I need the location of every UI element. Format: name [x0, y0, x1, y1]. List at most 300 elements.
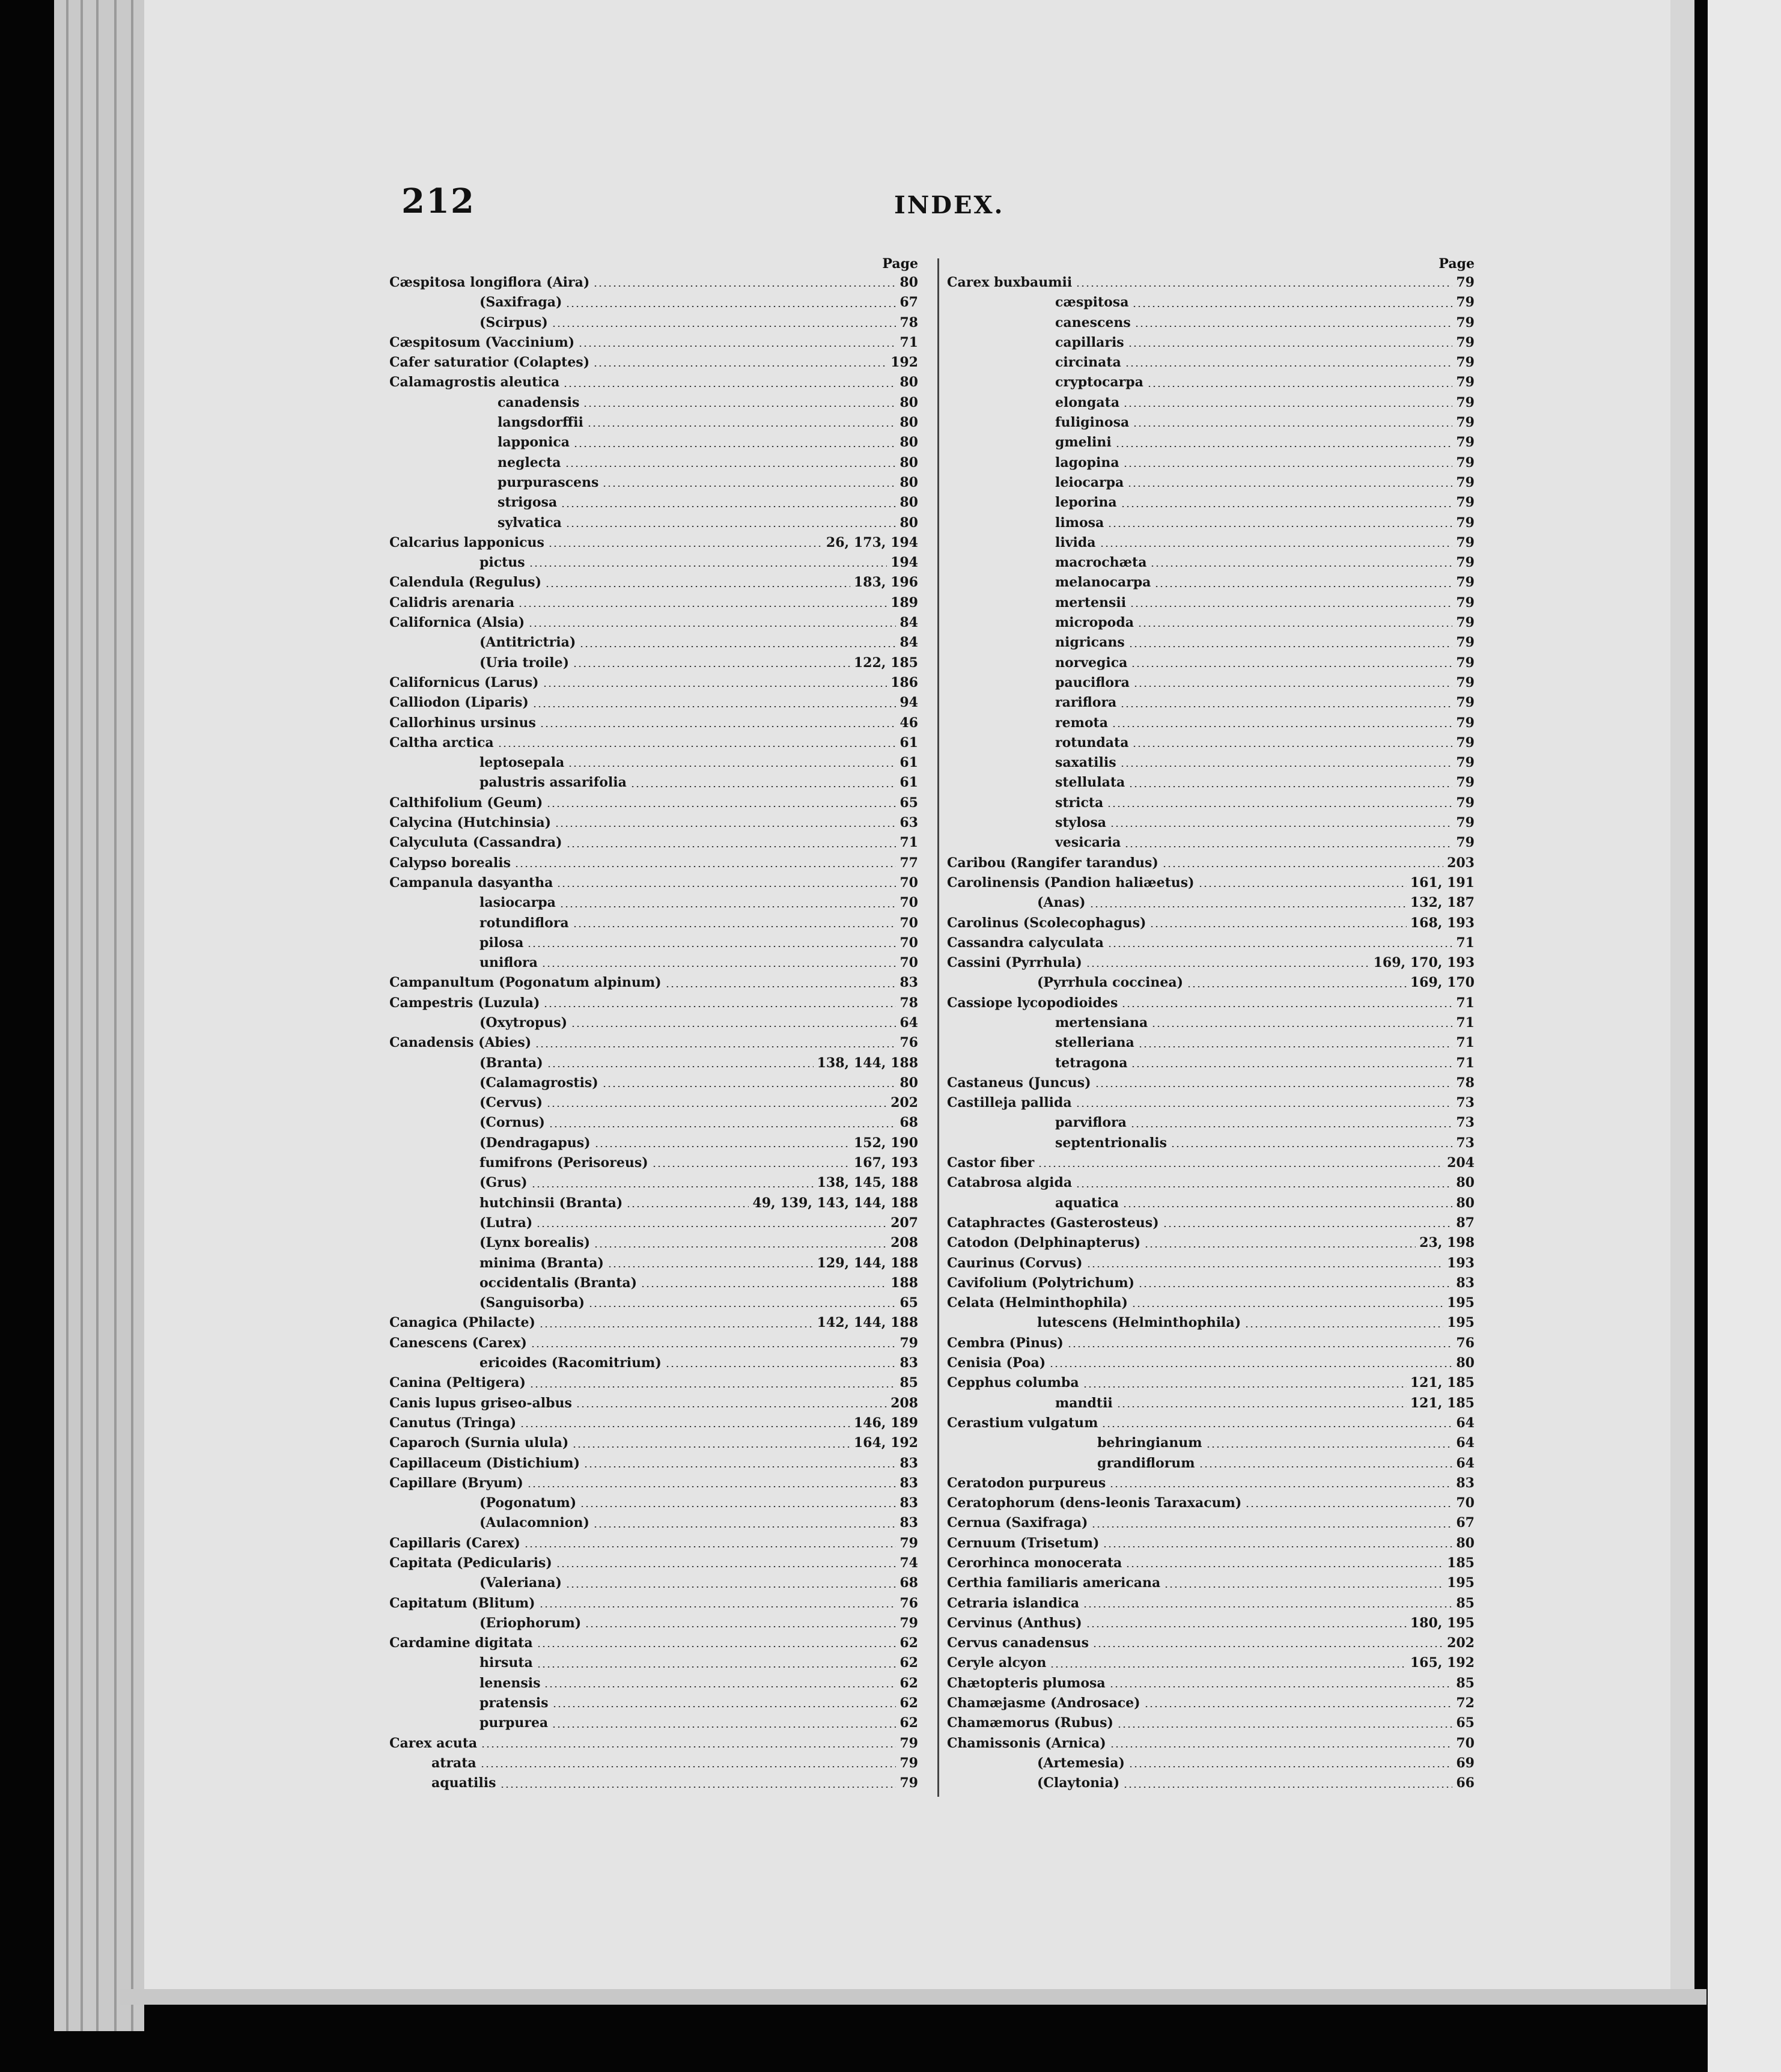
entry-page-refs: 79	[1456, 495, 1475, 511]
entry-term: palustris assarifolia	[480, 775, 627, 791]
entry-page-refs: 64	[900, 1014, 918, 1031]
index-entry	[947, 1313, 1475, 1333]
leader-dots	[630, 786, 897, 787]
leader-dots	[565, 1586, 896, 1588]
entry-page-refs: 80	[900, 415, 918, 431]
leader-dots	[1086, 1626, 1407, 1627]
leader-dots	[540, 726, 897, 727]
entry-page-refs: 169, 170	[1410, 975, 1475, 991]
entry-page-refs: 80	[900, 454, 918, 471]
entry-page-refs: 72	[1456, 1695, 1475, 1711]
index-entry	[947, 333, 1475, 353]
index-entry	[389, 373, 918, 392]
entry-term: Ceratophorum (dens-leonis Taraxacum)	[947, 1495, 1242, 1511]
entry-page-refs: 84	[900, 635, 918, 651]
page-edge-line	[81, 0, 83, 2031]
index-entry	[389, 1133, 918, 1153]
leader-dots	[1083, 1386, 1407, 1388]
entry-term: Caparoch (Surnia ulula)	[389, 1435, 569, 1451]
entry-term: Chamæjasme (Androsace)	[947, 1695, 1140, 1711]
leader-dots	[665, 1366, 897, 1367]
entry-term: septentrionalis	[1055, 1135, 1168, 1151]
index-entry	[947, 973, 1475, 993]
index-entry	[389, 1093, 918, 1113]
entry-page-refs: 79	[900, 1335, 918, 1351]
entry-page-refs: 85	[1456, 1675, 1475, 1691]
entry-page-refs: 142, 144, 188	[817, 1315, 918, 1331]
entry-term: Capillaceum (Distichium)	[389, 1455, 580, 1471]
leader-dots	[1162, 866, 1443, 867]
entry-term: gmelini	[1055, 434, 1112, 451]
entry-term: Certhia familiaris americana	[947, 1575, 1161, 1591]
entry-page-refs: 77	[900, 855, 918, 871]
index-entry	[389, 1653, 918, 1673]
entry-term: Cetraria islandica	[947, 1595, 1080, 1611]
entry-term: Canagica (Philacte)	[389, 1315, 535, 1331]
entry-term: hutchinsii (Branta)	[480, 1195, 623, 1211]
entry-term: Cembra (Pinus)	[947, 1335, 1064, 1351]
entry-term: fuliginosa	[1055, 415, 1130, 431]
index-entry	[947, 733, 1475, 753]
entry-term: Calendula (Regulus)	[389, 574, 541, 591]
index-entry	[389, 753, 918, 773]
leader-dots	[1076, 285, 1452, 287]
entry-term: leptosepala	[480, 755, 565, 771]
entry-page-refs: 46	[900, 715, 918, 731]
entry-term: parviflora	[1055, 1115, 1127, 1131]
leader-dots	[573, 666, 850, 667]
leader-dots	[565, 306, 896, 307]
entry-term: neglecta	[498, 454, 561, 471]
leader-dots	[579, 646, 896, 647]
entry-page-refs: 23, 198	[1419, 1235, 1475, 1251]
leader-dots	[1120, 766, 1453, 767]
entry-page-refs: 189	[890, 594, 918, 611]
entry-page-refs: 78	[900, 314, 918, 331]
entry-page-refs: 195	[1447, 1295, 1475, 1311]
entry-term: leporina	[1055, 495, 1117, 511]
entry-term: nigricans	[1055, 635, 1125, 651]
leader-dots	[1103, 1546, 1452, 1547]
index-entry	[389, 1113, 918, 1133]
leader-dots	[1101, 1426, 1452, 1427]
entry-term: canadensis	[498, 394, 580, 410]
entry-term: Cerorhinca monocerata	[947, 1555, 1122, 1571]
entry-page-refs: 79	[1456, 654, 1475, 671]
entry-term: Canutus (Tringa)	[389, 1415, 517, 1431]
entry-term: leiocarpa	[1055, 474, 1124, 490]
entry-term: elongata	[1055, 394, 1120, 410]
index-entry	[947, 1573, 1475, 1593]
index-entry	[389, 613, 918, 633]
leader-dots	[1244, 1326, 1443, 1327]
index-entry	[947, 573, 1475, 593]
entry-term: Calypso borealis	[389, 855, 511, 871]
entry-term: Campanultum (Pogonatum alpinum)	[389, 975, 662, 991]
index-entry	[947, 1033, 1475, 1053]
leader-dots	[1107, 806, 1452, 807]
leader-dots	[1038, 1166, 1443, 1167]
leader-dots	[1100, 546, 1453, 547]
leader-dots	[1131, 1066, 1452, 1067]
entry-page-refs: 79	[1456, 574, 1475, 591]
index-entry	[389, 1493, 918, 1513]
entry-term: Chætopteris plumosa	[947, 1675, 1106, 1691]
entry-term: ericoides (Racomitrium)	[480, 1355, 662, 1371]
index-entry	[947, 593, 1475, 613]
index-entry	[947, 853, 1475, 873]
index-entry	[947, 1413, 1475, 1433]
entry-term: Chamissonis (Arnica)	[947, 1735, 1106, 1751]
index-entry	[389, 433, 918, 452]
entry-page-refs: 193	[1447, 1255, 1475, 1271]
entry-page-refs: 79	[1456, 594, 1475, 611]
entry-page-refs: 79	[1456, 334, 1475, 350]
entry-page-refs: 202	[1447, 1635, 1475, 1651]
index-entry	[947, 393, 1475, 413]
index-entry	[389, 1513, 918, 1533]
entry-page-refs: 80	[900, 495, 918, 511]
entry-page-refs: 121, 185	[1410, 1375, 1475, 1391]
leader-dots	[1120, 706, 1452, 707]
leader-dots	[1123, 406, 1452, 407]
leader-dots	[531, 1346, 897, 1347]
leader-dots	[527, 946, 896, 947]
entry-term: Campanula dasyantha	[389, 874, 553, 891]
entry-term: Cenisia (Poa)	[947, 1355, 1046, 1371]
entry-page-refs: 71	[1456, 934, 1475, 951]
entry-page-refs: 80	[1456, 1535, 1475, 1551]
entry-page-refs: 167, 193	[853, 1155, 918, 1171]
leader-dots	[1144, 1706, 1453, 1707]
leader-dots	[1198, 886, 1407, 887]
index-entry	[389, 873, 918, 893]
index-entry	[389, 1473, 918, 1493]
leader-dots	[552, 326, 897, 327]
entry-term: tetragona	[1055, 1055, 1128, 1071]
leader-dots	[573, 446, 896, 447]
leader-dots	[1199, 1466, 1453, 1467]
leader-dots	[1147, 386, 1453, 387]
entry-term: pratensis	[480, 1695, 549, 1711]
entry-page-refs: 79	[1456, 615, 1475, 631]
leader-dots	[588, 1306, 896, 1307]
page-edge-line	[66, 0, 68, 2031]
leader-dots	[573, 926, 897, 927]
leader-dots	[514, 866, 896, 867]
leader-dots	[539, 1326, 814, 1327]
entry-term: Cernua (Saxifraga)	[947, 1515, 1088, 1531]
entry-page-refs: 70	[900, 934, 918, 951]
entry-page-refs: 165, 192	[1410, 1655, 1475, 1671]
index-entry	[947, 1233, 1475, 1253]
index-entry	[947, 1353, 1475, 1373]
entry-term: Calycina (Hutchinsia)	[389, 815, 552, 831]
index-entry	[947, 1693, 1475, 1713]
entry-page-refs: 180, 195	[1410, 1615, 1475, 1631]
leader-dots	[552, 1726, 896, 1728]
entry-page-refs: 62	[900, 1715, 918, 1731]
entry-page-refs: 62	[900, 1655, 918, 1671]
entry-term: Caribou (Rangifer tarandus)	[947, 855, 1158, 871]
index-entry	[389, 713, 918, 733]
leader-dots	[580, 1506, 896, 1507]
leader-dots	[571, 1026, 896, 1027]
leader-dots	[602, 486, 896, 487]
entry-term: pilosa	[480, 934, 524, 951]
entry-term: aquatilis	[431, 1775, 496, 1791]
leader-dots	[520, 1426, 850, 1427]
entry-list	[389, 273, 918, 1794]
leader-dots	[578, 346, 896, 347]
index-entry	[947, 1333, 1475, 1353]
index-entry	[947, 1773, 1475, 1793]
entry-page-refs: 71	[900, 334, 918, 350]
index-entry	[947, 1093, 1475, 1113]
entry-page-refs: 70	[900, 955, 918, 971]
leader-dots	[528, 626, 896, 627]
index-entry	[947, 613, 1475, 633]
entry-term: cryptocarpa	[1055, 374, 1143, 391]
leader-dots	[1132, 746, 1452, 747]
leader-dots	[1116, 1406, 1407, 1407]
index-entry	[389, 1633, 918, 1653]
leader-dots	[1121, 1006, 1452, 1007]
entry-page-refs: 80	[900, 474, 918, 490]
leader-dots	[1110, 826, 1452, 827]
entry-page-refs: 195	[1447, 1315, 1475, 1331]
entry-page-refs: 80	[1456, 1175, 1475, 1191]
entry-page-refs: 79	[900, 1775, 918, 1791]
index-entry	[947, 513, 1475, 533]
entry-term: Caurinus (Corvus)	[947, 1255, 1083, 1271]
entry-page-refs: 80	[1456, 1195, 1475, 1211]
entry-page-refs: 80	[900, 374, 918, 391]
entry-term: remota	[1055, 715, 1108, 731]
entry-term: Cafer saturatior (Colaptes)	[389, 355, 590, 371]
leader-dots	[576, 1406, 887, 1407]
page-column-label: Page	[1438, 256, 1475, 272]
leader-dots	[546, 1106, 887, 1107]
index-entry	[389, 1713, 918, 1733]
leader-dots	[1067, 1346, 1453, 1347]
index-entry	[947, 493, 1475, 513]
entry-page-refs: 79	[1456, 734, 1475, 751]
entry-term: Castaneus (Juncus)	[947, 1074, 1091, 1091]
entry-term: macrochæta	[1055, 555, 1147, 571]
leader-dots	[543, 686, 887, 687]
entry-page-refs: 94	[900, 695, 918, 711]
entry-page-refs: 62	[900, 1635, 918, 1651]
leader-dots	[1245, 1506, 1452, 1507]
leader-dots	[549, 1126, 896, 1127]
index-entry	[947, 313, 1475, 333]
index-entry	[389, 553, 918, 573]
index-entry	[947, 293, 1475, 312]
entry-term: stricta	[1055, 794, 1104, 811]
entry-page-refs: 70	[900, 874, 918, 891]
entry-page-refs: 79	[1456, 355, 1475, 371]
entry-term: (Antitrictria)	[480, 635, 576, 651]
entry-term: lapponica	[498, 434, 570, 451]
leader-dots	[1125, 365, 1453, 367]
entry-page-refs: 67	[1456, 1515, 1475, 1531]
index-entry	[947, 693, 1475, 713]
leader-dots	[1187, 986, 1407, 987]
leader-dots	[665, 986, 897, 987]
index-entry	[947, 353, 1475, 373]
leader-dots	[593, 365, 887, 367]
entry-term: Canina (Peltigera)	[389, 1375, 526, 1391]
index-column-right	[947, 256, 1475, 1794]
page-title: INDEX.	[894, 191, 1005, 219]
entry-page-refs: 79	[1456, 674, 1475, 690]
entry-page-refs: 83	[900, 1475, 918, 1491]
entry-page-refs: 79	[1456, 775, 1475, 791]
leader-dots	[593, 285, 896, 287]
entry-page-refs: 185	[1447, 1555, 1475, 1571]
index-entry	[947, 553, 1475, 573]
entry-term: Calidris arenaria	[389, 594, 515, 611]
entry-page-refs: 74	[900, 1555, 918, 1571]
entry-page-refs: 121, 185	[1410, 1395, 1475, 1411]
index-entry	[947, 1513, 1475, 1533]
index-entry	[947, 1674, 1475, 1693]
entry-term: capillaris	[1055, 334, 1124, 350]
entry-term: Cæspitosum (Vaccinium)	[389, 334, 575, 350]
index-entry	[947, 1534, 1475, 1553]
entry-term: Cardamine digitata	[389, 1635, 533, 1651]
index-entry	[947, 1113, 1475, 1133]
leader-dots	[537, 1666, 897, 1668]
entry-page-refs: 64	[1456, 1455, 1475, 1471]
entry-page-refs: 70	[1456, 1495, 1475, 1511]
index-entry	[947, 993, 1475, 1013]
leader-dots	[547, 1066, 814, 1067]
entry-term: melanocarpa	[1055, 574, 1151, 591]
entry-term: (Cervus)	[480, 1095, 543, 1111]
index-entry	[389, 1734, 918, 1754]
leader-dots	[1095, 1086, 1453, 1087]
entry-page-refs: 79	[1456, 755, 1475, 771]
entry-term: (Claytonia)	[1037, 1775, 1120, 1791]
index-entry	[947, 1373, 1475, 1393]
leader-dots	[527, 1486, 897, 1487]
leader-dots	[546, 806, 896, 807]
entry-term: atrata	[431, 1755, 476, 1771]
index-entry	[389, 313, 918, 333]
page-edge-line	[96, 0, 99, 2031]
index-entry	[389, 993, 918, 1013]
entry-term: Carolinus (Scolecophagus)	[947, 915, 1146, 931]
leader-dots	[1137, 626, 1452, 627]
index-entry	[389, 913, 918, 933]
leader-dots	[607, 1266, 814, 1267]
entry-term: Canescens (Carex)	[389, 1335, 527, 1351]
entry-page-refs: 71	[1456, 1055, 1475, 1071]
entry-page-refs: 79	[900, 1615, 918, 1631]
index-entry	[947, 1734, 1475, 1754]
index-entry	[947, 713, 1475, 733]
entry-page-refs: 83	[1456, 1275, 1475, 1291]
index-entry	[389, 653, 918, 673]
index-entry	[389, 593, 918, 613]
index-entry	[389, 813, 918, 833]
leader-dots	[544, 1686, 896, 1687]
entry-term: (Valeriana)	[480, 1575, 562, 1591]
entry-term: Cavifolium (Polytrichum)	[947, 1275, 1135, 1291]
entry-page-refs: 71	[1456, 995, 1475, 1011]
leader-dots	[543, 1006, 896, 1007]
leader-dots	[1125, 1566, 1443, 1567]
index-entry	[389, 1773, 918, 1793]
entry-page-refs: 26, 173, 194	[826, 534, 918, 550]
index-entry	[389, 293, 918, 312]
leader-dots	[1050, 1666, 1406, 1668]
entry-term: limosa	[1055, 514, 1104, 531]
leader-dots	[536, 1226, 887, 1227]
entry-term: saxatilis	[1055, 755, 1116, 771]
entry-term: Caltha arctica	[389, 734, 494, 751]
index-entry	[389, 733, 918, 753]
index-entry	[947, 673, 1475, 693]
entry-page-refs: 83	[900, 1515, 918, 1531]
index-entry	[389, 533, 918, 553]
book-edge	[54, 0, 150, 2031]
index-entry	[389, 273, 918, 293]
index-entry	[389, 1413, 918, 1433]
index-entry	[389, 1073, 918, 1093]
index-entry	[389, 1693, 918, 1713]
facing-page-edge	[1708, 0, 1781, 2072]
entry-page-refs: 78	[1456, 1074, 1475, 1091]
entry-page-refs: 76	[1456, 1335, 1475, 1351]
entry-page-refs: 49, 139, 143, 144, 188	[752, 1195, 918, 1211]
entry-page-refs: 79	[1456, 415, 1475, 431]
index-entry	[947, 773, 1475, 793]
leader-dots	[1132, 306, 1452, 307]
index-entry	[947, 1454, 1475, 1473]
leader-dots	[1128, 646, 1453, 647]
entry-term: (Aulacomnion)	[480, 1515, 589, 1531]
entry-page-refs: 79	[1456, 454, 1475, 471]
entry-page-refs: 79	[1456, 514, 1475, 531]
entry-page-refs: 85	[1456, 1595, 1475, 1611]
entry-term: stellulata	[1055, 775, 1125, 791]
index-entry	[389, 1553, 918, 1573]
index-entry	[947, 1013, 1475, 1033]
leader-dots	[583, 406, 896, 407]
index-entry	[389, 933, 918, 953]
page-number: 212	[401, 181, 475, 221]
entry-term: (Sanguisorba)	[480, 1295, 585, 1311]
entry-term: Catodon (Delphinapterus)	[947, 1235, 1141, 1251]
leader-dots	[583, 1466, 896, 1467]
entry-term: rotundiflora	[480, 915, 569, 931]
index-entry	[947, 953, 1475, 973]
leader-dots	[1131, 1306, 1443, 1307]
entry-page-refs: 122, 185	[853, 654, 918, 671]
index-entry	[947, 1053, 1475, 1073]
entry-term: (Dendragapus)	[480, 1135, 591, 1151]
leader-dots	[1091, 1526, 1452, 1528]
entry-page-refs: 79	[1456, 815, 1475, 831]
entry-term: lenensis	[480, 1675, 541, 1691]
leader-dots	[626, 1206, 749, 1207]
index-entry	[389, 1013, 918, 1033]
leader-dots	[1171, 1146, 1452, 1147]
entry-term: Ceryle alcyon	[947, 1655, 1047, 1671]
